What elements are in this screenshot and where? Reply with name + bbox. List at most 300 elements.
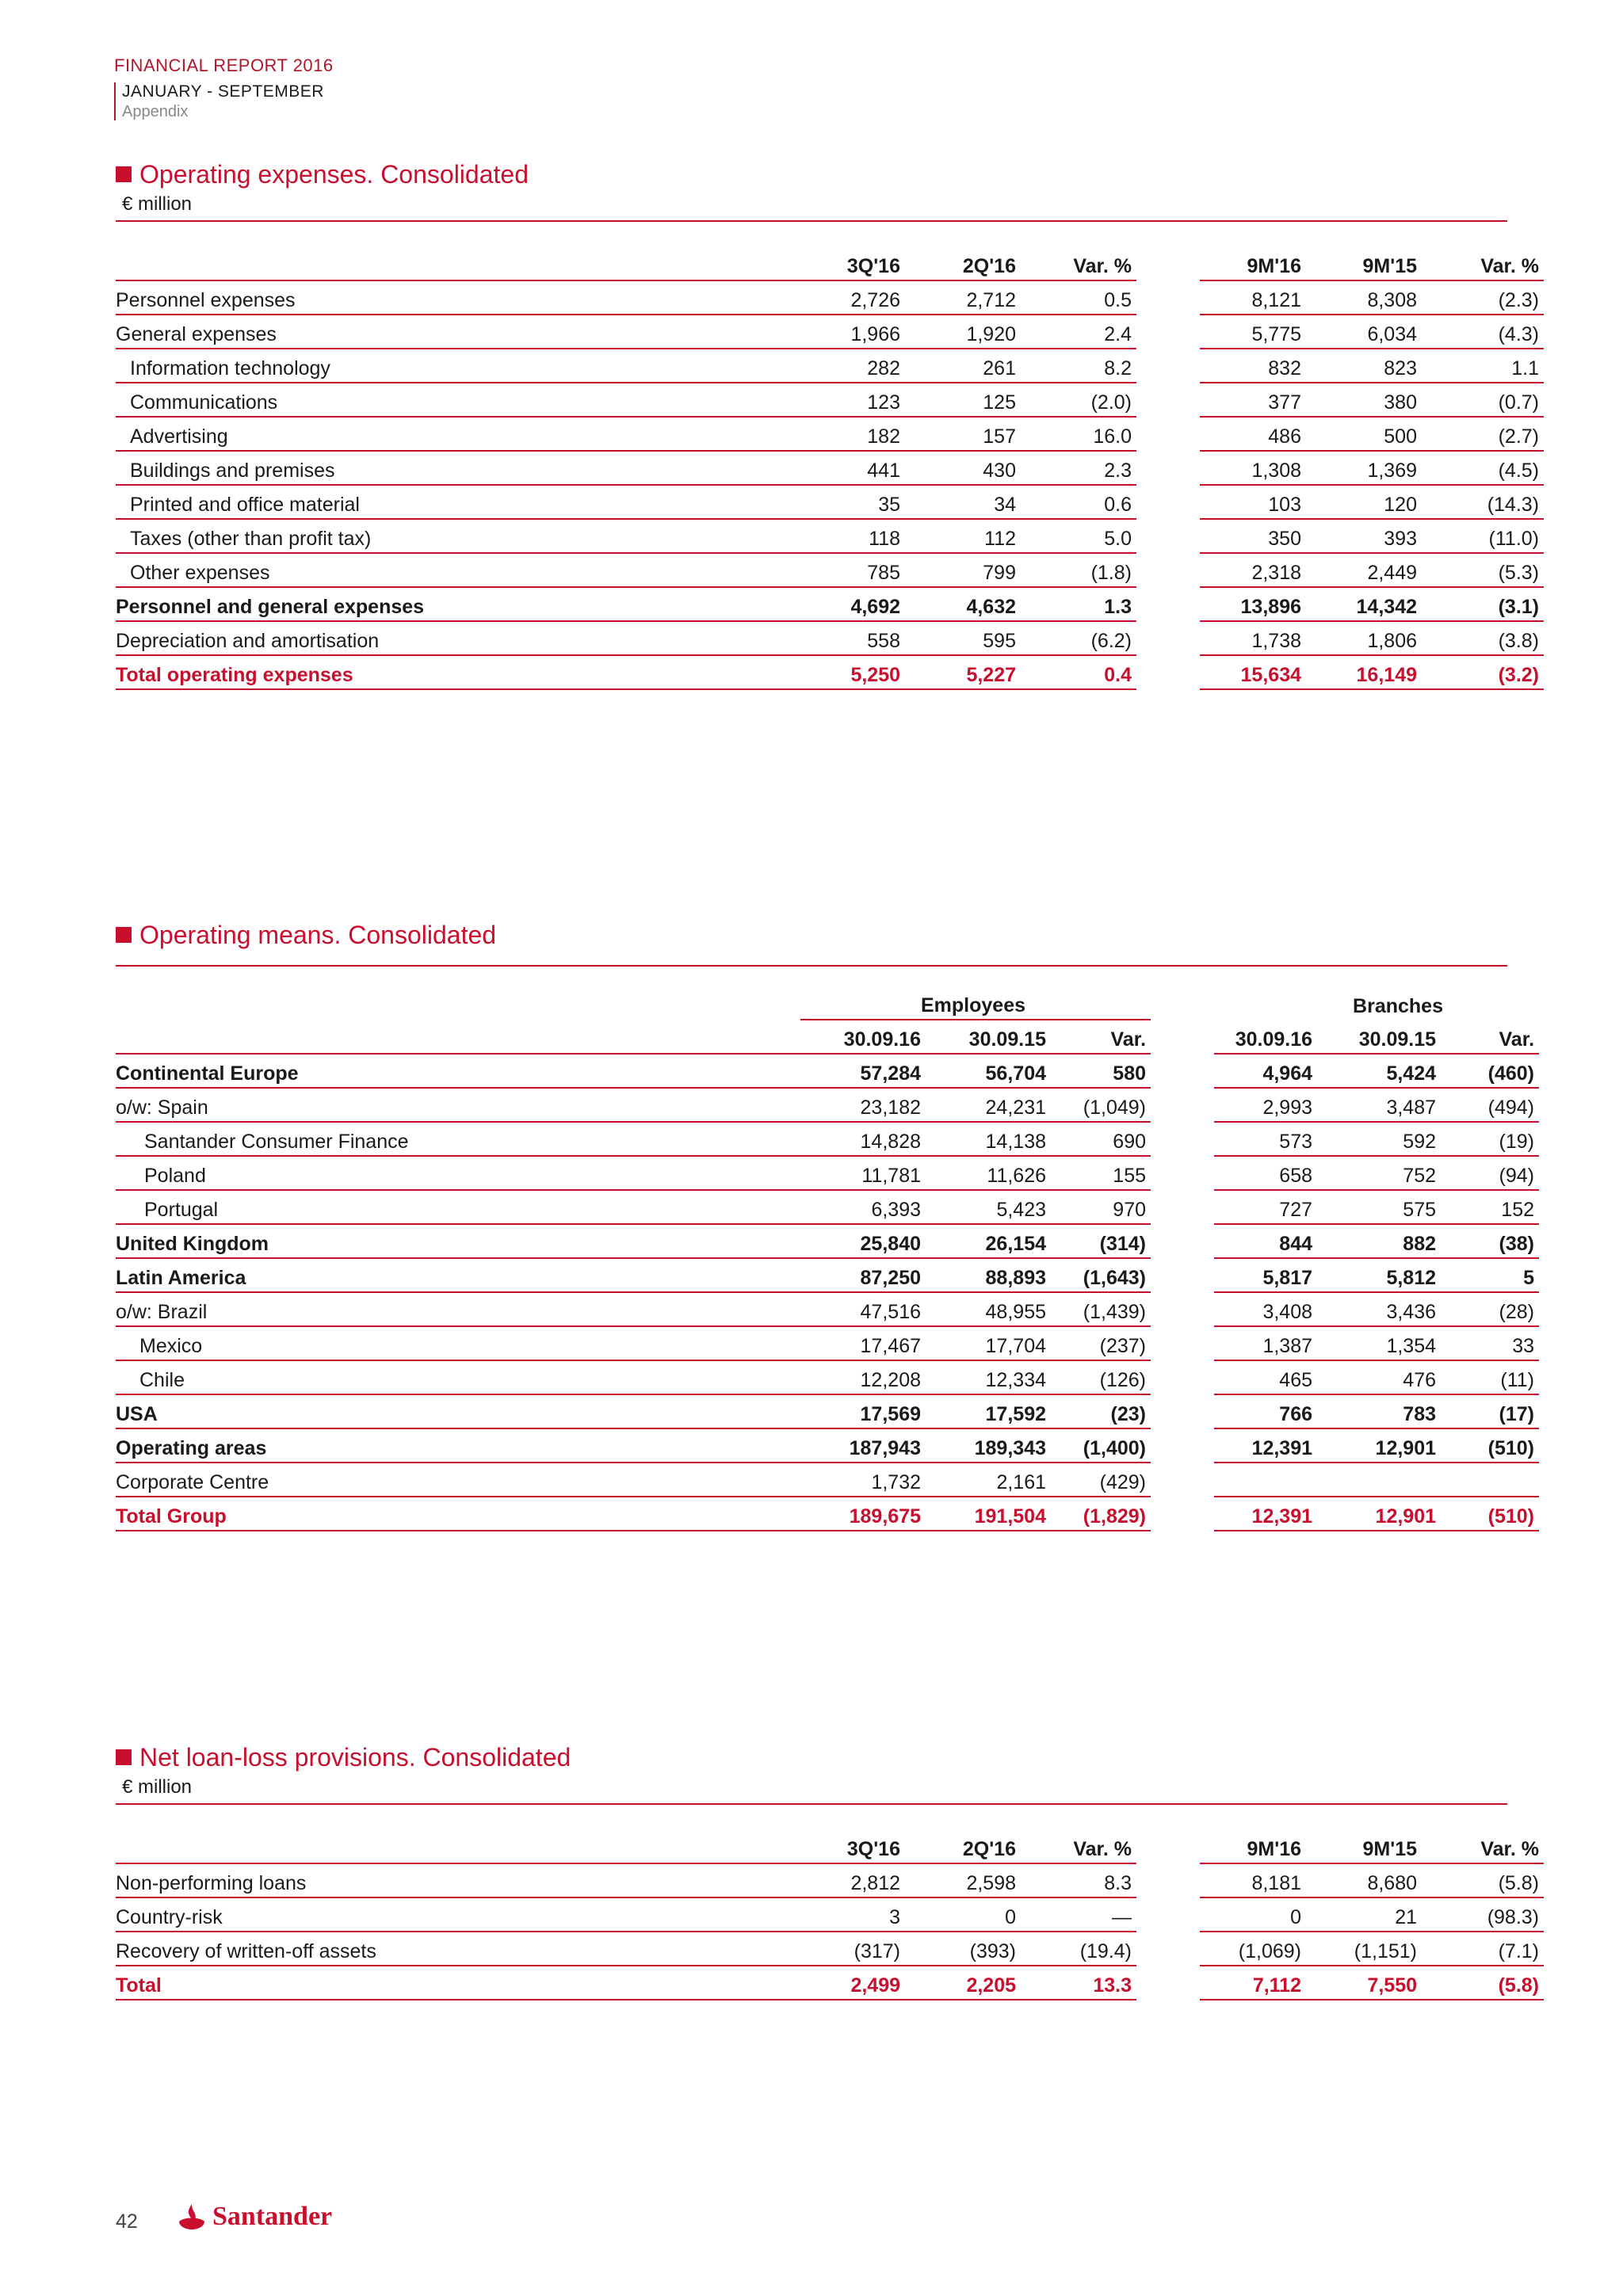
opex-row-label: Advertising [116,417,786,451]
opex-row [116,451,1544,485]
llp-row [116,1897,1544,1932]
means-cell: 12,901 [1317,1428,1441,1463]
means-cell: 2,993 [1214,1088,1317,1122]
opex-cell: 8.2 [1021,349,1136,383]
opex-cell: 500 [1306,417,1422,451]
llp-cell: (98.3) [1422,1897,1544,1932]
opex-row-gap [1136,417,1200,451]
opex-cell: 112 [905,519,1021,553]
opex-row-label: Personnel and general expenses [116,587,786,621]
means-cell: 12,334 [926,1360,1051,1394]
opex-row-gap [1136,349,1200,383]
means-cell: 11,626 [926,1156,1051,1190]
means-cell: 658 [1214,1156,1317,1190]
means-row-gap [1151,1088,1214,1122]
opex-header-gap [1136,247,1200,280]
opex-row [116,587,1544,621]
opex-cell: (2.7) [1422,417,1544,451]
means-row [116,1463,1539,1497]
opex-cell: 34 [905,485,1021,519]
means-cell: 727 [1214,1190,1317,1224]
means-cell: 191,504 [926,1497,1051,1531]
means-cell: (38) [1441,1224,1539,1258]
means-cell: 6,393 [800,1190,926,1224]
means-cell: 12,391 [1214,1428,1317,1463]
means-cell: 690 [1051,1122,1151,1156]
means-cell: 11,781 [800,1156,926,1190]
means-cell: 14,828 [800,1122,926,1156]
opex-column-label: 9M'16 [1200,247,1306,280]
means-row-label: o/w: Spain [116,1088,800,1122]
opex-cell: 832 [1200,349,1306,383]
opex-row-gap [1136,587,1200,621]
opex-cell: 0.4 [1021,655,1136,689]
opex-heading [116,158,1507,190]
llp-column-label: 9M'15 [1306,1830,1422,1863]
means-cell: (237) [1051,1326,1151,1360]
means-cell: 2,161 [926,1463,1051,1497]
opex-row-label: Buildings and premises [116,451,786,485]
llp-cell: (7.1) [1422,1932,1544,1966]
means-cell: (23) [1051,1394,1151,1428]
opex-cell: 16.0 [1021,417,1136,451]
means-row [116,1326,1539,1360]
means-row-gap [1151,1224,1214,1258]
means-cell: 575 [1317,1190,1441,1224]
means-cell: (314) [1051,1224,1151,1258]
llp-cell: 0 [1200,1897,1306,1932]
means-cell: 4,964 [1214,1054,1317,1088]
llp-cell: 0 [905,1897,1021,1932]
means-cell: 87,250 [800,1258,926,1292]
means-row [116,1190,1539,1224]
opex-cell: 8,308 [1306,280,1422,315]
opex-cell: 380 [1306,383,1422,417]
means-column-label: 30.09.16 [800,1020,926,1054]
llp-cell: 3 [786,1897,905,1932]
opex-cell: 13,896 [1200,587,1306,621]
means-row-label: United Kingdom [116,1224,800,1258]
llp-row [116,1966,1544,2000]
means-cell: 57,284 [800,1054,926,1088]
means-row-gap [1151,1258,1214,1292]
means-row-label: Total Group [116,1497,800,1531]
llp-cell: 8.3 [1021,1863,1136,1897]
means-cell: 189,675 [800,1497,926,1531]
means-row-label: USA [116,1394,800,1428]
llp-cell: 2,499 [786,1966,905,2000]
means-cell: (1,643) [1051,1258,1151,1292]
means-row-label: Poland [116,1156,800,1190]
means-row-label: Latin America [116,1258,800,1292]
means-cell: 12,391 [1214,1497,1317,1531]
means-cell: 580 [1051,1054,1151,1088]
opex-row [116,383,1544,417]
llp-cell: 2,598 [905,1863,1021,1897]
means-cell: (94) [1441,1156,1539,1190]
opex-column-header [116,247,1544,280]
opex-cell: 282 [786,349,905,383]
opex-cell: 8,121 [1200,280,1306,315]
opex-row-gap [1136,451,1200,485]
opex-section [116,158,1539,690]
opex-row [116,315,1544,349]
means-cell: (126) [1051,1360,1151,1394]
llp-header-gap [1136,1830,1200,1863]
opex-row-label: Information technology [116,349,786,383]
llp-row-label: Country-risk [116,1897,786,1932]
opex-cell: 1,738 [1200,621,1306,655]
opex-column-label: Var. % [1422,247,1544,280]
means-heading [116,919,1507,951]
opex-cell: 441 [786,451,905,485]
means-column-label: 30.09.16 [1214,1020,1317,1054]
means-cell: 3,487 [1317,1088,1441,1122]
means-row-label: Corporate Centre [116,1463,800,1497]
llp-header-blank [116,1830,786,1863]
means-cell: 152 [1441,1190,1539,1224]
opex-cell: (6.2) [1021,621,1136,655]
opex-cell: 4,692 [786,587,905,621]
means-cell: 844 [1214,1224,1317,1258]
means-row [116,1258,1539,1292]
means-title: Operating means. Consolidated [139,920,497,949]
opex-row-label: Personnel expenses [116,280,786,315]
llp-cell: 8,680 [1306,1863,1422,1897]
opex-cell: 182 [786,417,905,451]
llp-row [116,1863,1544,1897]
means-row-gap [1151,1497,1214,1531]
opex-row-gap [1136,519,1200,553]
means-cell: 12,208 [800,1360,926,1394]
opex-cell: 1,966 [786,315,905,349]
means-cell: 882 [1317,1224,1441,1258]
opex-cell: 785 [786,553,905,587]
employees-group-label: Employees [800,990,1151,1020]
llp-row-gap [1136,1863,1200,1897]
opex-cell: 1,920 [905,315,1021,349]
means-group-header [116,990,1539,1020]
opex-cell: (1.8) [1021,553,1136,587]
opex-header-blank [116,247,786,280]
llp-row-label: Total [116,1966,786,2000]
means-row [116,1394,1539,1428]
opex-row-label: Total operating expenses [116,655,786,689]
llp-cell: (393) [905,1932,1021,1966]
means-row-label: Santander Consumer Finance [116,1122,800,1156]
opex-row-label: General expenses [116,315,786,349]
means-cell: 766 [1214,1394,1317,1428]
bullet-square-icon [116,166,132,182]
means-cell: 88,893 [926,1258,1051,1292]
means-row [116,1428,1539,1463]
opex-cell: 823 [1306,349,1422,383]
means-row-gap [1151,1054,1214,1088]
means-column-label: 30.09.15 [1317,1020,1441,1054]
llp-column-label: Var. % [1021,1830,1136,1863]
means-cell: 5 [1441,1258,1539,1292]
opex-cell: 0.5 [1021,280,1136,315]
opex-cell: 1,369 [1306,451,1422,485]
opex-table [116,247,1544,690]
opex-cell: 157 [905,417,1021,451]
opex-cell: 0.6 [1021,485,1136,519]
opex-cell: 5.0 [1021,519,1136,553]
opex-cell: (0.7) [1422,383,1544,417]
opex-cell: (3.2) [1422,655,1544,689]
means-row-gap [1151,1156,1214,1190]
means-row [116,1360,1539,1394]
report-period: JANUARY - SEPTEMBER [122,82,324,101]
report-title: FINANCIAL REPORT 2016 [114,55,334,75]
bullet-square-icon [116,927,132,943]
means-column-label: Var. [1441,1020,1539,1054]
llp-cell: (1,151) [1306,1932,1422,1966]
means-cell: (1,439) [1051,1292,1151,1326]
means-row-label: Continental Europe [116,1054,800,1088]
opex-row-gap [1136,553,1200,587]
llp-unit: € million [122,1776,193,1798]
opex-cell: 2.3 [1021,451,1136,485]
opex-unit: € million [122,193,193,215]
brand-name: Santander [212,2202,333,2231]
llp-column-label: 3Q'16 [786,1830,905,1863]
means-cell: 47,516 [800,1292,926,1326]
opex-column-label: Var. % [1021,247,1136,280]
llp-row-gap [1136,1932,1200,1966]
llp-column-label: Var. % [1422,1830,1544,1863]
page-number: 42 [116,2210,138,2233]
opex-cell: (3.1) [1422,587,1544,621]
llp-cell: (19.4) [1021,1932,1136,1966]
opex-column-label: 9M'15 [1306,247,1422,280]
means-row [116,1292,1539,1326]
opex-cell: 350 [1200,519,1306,553]
opex-cell: 1.1 [1422,349,1544,383]
means-row [116,1122,1539,1156]
santander-logo [176,2201,332,2233]
opex-row-label: Depreciation and amortisation [116,621,786,655]
means-column-label: Var. [1051,1020,1151,1054]
opex-cell: 16,149 [1306,655,1422,689]
opex-cell: 430 [905,451,1021,485]
means-cell: 465 [1214,1360,1317,1394]
llp-cell: 7,112 [1200,1966,1306,2000]
opex-cell: 393 [1306,519,1422,553]
llp-cell: (317) [786,1932,905,1966]
means-cell: 12,901 [1317,1497,1441,1531]
means-cell: 17,569 [800,1394,926,1428]
means-row-gap [1151,1428,1214,1463]
llp-cell: (1,069) [1200,1932,1306,1966]
llp-row-gap [1136,1966,1200,2000]
opex-row-gap [1136,315,1200,349]
means-cell: 5,423 [926,1190,1051,1224]
means-row-gap [1151,1190,1214,1224]
means-row-label: Chile [116,1360,800,1394]
llp-cell: 7,550 [1306,1966,1422,2000]
opex-cell: 35 [786,485,905,519]
llp-column-label: 2Q'16 [905,1830,1021,1863]
means-cell: 25,840 [800,1224,926,1258]
opex-cell: 6,034 [1306,315,1422,349]
means-cell: 783 [1317,1394,1441,1428]
opex-cell: 1,806 [1306,621,1422,655]
means-cell: 573 [1214,1122,1317,1156]
means-header-blank [116,1020,800,1054]
means-cell: (1,400) [1051,1428,1151,1463]
means-table [116,990,1539,1531]
opex-row-gap [1136,280,1200,315]
means-cell: 3,436 [1317,1292,1441,1326]
means-cell: 5,817 [1214,1258,1317,1292]
means-cell: (460) [1441,1054,1539,1088]
means-cell: (11) [1441,1360,1539,1394]
means-row-gap [1151,1122,1214,1156]
opex-row-label: Taxes (other than profit tax) [116,519,786,553]
opex-row [116,621,1544,655]
means-cell: 5,812 [1317,1258,1441,1292]
means-header-gap [1151,1020,1214,1054]
opex-cell: 2,726 [786,280,905,315]
opex-cell: (2.0) [1021,383,1136,417]
means-row-label: Mexico [116,1326,800,1360]
opex-row [116,519,1544,553]
means-cell: (1,829) [1051,1497,1151,1531]
llp-column-label: 9M'16 [1200,1830,1306,1863]
report-section: Appendix [122,103,189,120]
means-cell: 187,943 [800,1428,926,1463]
opex-cell: 118 [786,519,905,553]
opex-cell: 2,318 [1200,553,1306,587]
means-row-gap [1151,1292,1214,1326]
opex-cell: 1,308 [1200,451,1306,485]
opex-cell: 2.4 [1021,315,1136,349]
opex-cell: 1.3 [1021,587,1136,621]
opex-row [116,655,1544,689]
means-cell: 970 [1051,1190,1151,1224]
means-row [116,1156,1539,1190]
opex-cell: (3.8) [1422,621,1544,655]
opex-row-gap [1136,485,1200,519]
opex-row-label: Other expenses [116,553,786,587]
means-cell: 155 [1051,1156,1151,1190]
llp-table [116,1830,1544,2000]
llp-cell: 2,812 [786,1863,905,1897]
llp-row-gap [1136,1897,1200,1932]
opex-cell: 5,227 [905,655,1021,689]
santander-flame-icon [176,2201,208,2233]
llp-title: Net loan-loss provisions. Consolidated [139,1742,571,1772]
bullet-square-icon [116,1749,132,1765]
opex-cell: 486 [1200,417,1306,451]
means-cell: (1,049) [1051,1088,1151,1122]
opex-row [116,553,1544,587]
opex-cell: 5,775 [1200,315,1306,349]
llp-cell: (5.8) [1422,1863,1544,1897]
means-row-gap [1151,1360,1214,1394]
opex-cell: 261 [905,349,1021,383]
opex-cell: 14,342 [1306,587,1422,621]
llp-cell: 2,205 [905,1966,1021,2000]
means-cell [1441,1463,1539,1497]
opex-cell: (2.3) [1422,280,1544,315]
means-cell: (19) [1441,1122,1539,1156]
opex-row-label: Communications [116,383,786,417]
means-cell: 592 [1317,1122,1441,1156]
opex-cell: 103 [1200,485,1306,519]
means-row [116,1054,1539,1088]
opex-cell: 2,712 [905,280,1021,315]
means-cell: (429) [1051,1463,1151,1497]
opex-cell: 123 [786,383,905,417]
means-cell: 24,231 [926,1088,1051,1122]
means-cell: 17,592 [926,1394,1051,1428]
llp-cell: (5.8) [1422,1966,1544,2000]
llp-cell: 13.3 [1021,1966,1136,2000]
opex-cell: 15,634 [1200,655,1306,689]
opex-cell: (14.3) [1422,485,1544,519]
llp-cell: 21 [1306,1897,1422,1932]
opex-row [116,349,1544,383]
llp-row-label: Non-performing loans [116,1863,786,1897]
opex-row-gap [1136,655,1200,689]
means-cell: 1,732 [800,1463,926,1497]
means-cell: 1,387 [1214,1326,1317,1360]
opex-row-label: Printed and office material [116,485,786,519]
opex-cell: 120 [1306,485,1422,519]
llp-row-label: Recovery of written-off assets [116,1932,786,1966]
opex-cell: (5.3) [1422,553,1544,587]
opex-column-label: 2Q'16 [905,247,1021,280]
opex-row-gap [1136,383,1200,417]
opex-cell: 595 [905,621,1021,655]
llp-row [116,1932,1544,1966]
means-cell [1214,1463,1317,1497]
means-cell: 14,138 [926,1122,1051,1156]
means-cell [1317,1463,1441,1497]
means-section [116,919,1535,1531]
means-cell: 5,424 [1317,1054,1441,1088]
means-cell: 56,704 [926,1054,1051,1088]
means-cell: (494) [1441,1088,1539,1122]
means-row [116,1497,1539,1531]
opex-row [116,417,1544,451]
means-column-header [116,1020,1539,1054]
means-cell: 752 [1317,1156,1441,1190]
means-cell: 33 [1441,1326,1539,1360]
means-cell: 26,154 [926,1224,1051,1258]
means-column-label: 30.09.15 [926,1020,1051,1054]
llp-column-header [116,1830,1544,1863]
opex-row [116,485,1544,519]
opex-cell: 4,632 [905,587,1021,621]
opex-cell: 799 [905,553,1021,587]
opex-cell: (4.3) [1422,315,1544,349]
means-row-label: o/w: Brazil [116,1292,800,1326]
means-cell: 17,704 [926,1326,1051,1360]
means-row [116,1224,1539,1258]
opex-cell: 558 [786,621,905,655]
opex-title: Operating expenses. Consolidated [139,159,529,189]
means-cell: 1,354 [1317,1326,1441,1360]
means-row-gap [1151,1326,1214,1360]
llp-section [116,1741,1539,2000]
opex-cell: 2,449 [1306,553,1422,587]
means-cell: 476 [1317,1360,1441,1394]
opex-cell: 125 [905,383,1021,417]
opex-cell: 377 [1200,383,1306,417]
